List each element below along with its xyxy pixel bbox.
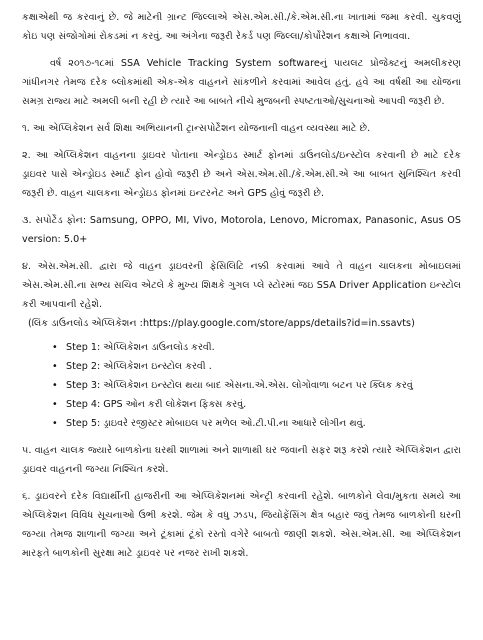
bullet-icon: •	[52, 380, 58, 391]
point-6: ૬. ડ્રાઇવરને દરેક વિદ્યાર્થીની હાજરીની આ એપ્લિકેશનમાં એન્ટ્રી કરવાની રહેશે. બાળકોને લેવા/મુકતા સમયે આ એપ્લિકેશન વિવિધ સૂચનાઓ ઉભી કરશે. જેમ કે વધુ ઝડપ, જિયોફેંસિંગ ક્ષેત્ર બહાર જવું તેમજ બાળકોની ઘરની જગ્યા તેમજ શાળાની જગ્યા અને ટૂંકામાં ટૂંકો રસ્તો વગેરે બાબતો જાણી શકશે. એસ.એમ.સી. આ એપ્લિકેશન મારફતે બાળકોની સુરક્ષા માટે ડ્રાઇવર પર નજર રાખી શકશે.	[22, 491, 461, 559]
point-5: ૫. વાહન ચાલક જ્યારે બાળકોના ઘરથી શાળામાં અને શાળાથી ઘર જવાની સફર શરૂ કરશે ત્યારે એપ્લિકેશન દ્વારા ડ્રાઇવર વાહનની જગ્યા નિશ્ચિત કરશે.	[22, 445, 461, 475]
point-3-supported-phones: ૩. સપોર્ટેડ ફોન: Samsung, OPPO, MI, Vivo, Motorola, Lenovo, Micromax, Panasonic, Asus OS version: 5.0+	[22, 215, 461, 245]
list-item: • Step 1: એપ્લિકેશન ડાઉનલોડ કરવી.	[66, 338, 461, 357]
point-2: ૨. આ એપ્લિકેશન વાહનના ડ્રાઇવર પોતાના એન્ડ્રોઇડ સ્માર્ટ ફોનમાં ડાઉનલોડ/ઇન્સ્ટોલ કરવાની છે માટે દરેક ડ્રાઇવર પાસે એન્ડ્રોઇડ સ્માર્ટ ફોન હોવો જરૂરી છે અને એસ.એમ.સી./કે.એમ.સી.એ આ બાબત સુનિશ્ચિત કરવી જરૂરી છે. વાહન ચાલકના એન્ડ્રોઇડ ફોનમાં ઇન્ટરનેટ અને GPS હોવું જરૂરી છે.	[22, 150, 461, 199]
bullet-icon: •	[52, 361, 58, 372]
bullet-icon: •	[52, 399, 58, 410]
point-4: ૪. એસ.એમ.સી. દ્વારા જે વાહન ડ્રાઇવરની ફેસિલિટિ નક્કી કરવામાં આવે તે વાહન ચાલકના મોબાઇલમાં એસ.એમ.સી.ના સભ્ય સચિવ એટલે કે મુખ્ય શિક્ષકે ગુગલ પ્લે સ્ટોરમાં જઇ SSA Driver Application ઇન્સ્ટોલ કરી આપવાની રહેશે.	[22, 261, 461, 310]
download-link-line[interactable]: (લિંક ડાઉનલોડ એપ્લિકેશન :https://play.google.com/store/apps/details?id=in.ssavts)	[28, 318, 415, 329]
list-item: • Step 5: ડ્રાઇવરે રજીસ્ટર મોબાઇલ પર મળેલ ઓ.ટી.પી.ના આધારે લોગીન થવું.	[66, 414, 461, 433]
paragraph-intro-continuation: કક્ષાએથી જ કરવાનું છે. જે માટેની ગ્રાન્ટ જિલ્લાએ એસ.એમ.સી./કે.એમ.સી.ના ખાતામાં જમા કરવી. ચુકવણું કોઇ પણ સંજોગોમાં રોકડમાં ન કરવું. આ અંગેના જરૂરી રેકર્ડ પણ જિલ્લા/કોર્પોરેશન કક્ષાએ નિભાવવા.	[22, 12, 461, 42]
list-item: • Step 3: એપ્લિકેશન ઇન્સ્ટોલ થયા બાદ એસના.એ.એસ. લોગોવાળા બટન પર ક્લિક કરવું	[66, 376, 461, 395]
point-1: ૧. આ એપ્લિકેશન સર્વ શિક્ષા અભિયાનની ટ્રાન્સપોર્ટેશન યોજનાની વાહન વ્યવસ્થા માટે છે.	[22, 123, 371, 134]
list-item: • Step 4: GPS ઓન કરી લોકેશન ફિક્સ કરવું.	[66, 395, 461, 414]
list-item: • Step 2: એપ્લિકેશન ઇન્સ્ટોલ કરવી .	[66, 357, 461, 376]
bullet-icon: •	[52, 418, 58, 429]
bullet-icon: •	[52, 342, 58, 353]
steps-list	[22, 338, 461, 433]
paragraph-pilot-project: વર્ષ ૨૦૧૭-૧૮માં SSA Vehicle Tracking System softwareનું પાયલટ પ્રોજેક્ટનું અમલીકરણ ગાંધીનગર તેમજ દરેક બ્લોકમાંથી એક-એક વાહનને સાંકળીને કરવામાં આવેલ હતું. હવે આ વર્ષથી આ યોજના સમગ્ર રાજ્ય માટે અમલી બની રહી છે ત્યારે આ બાબતે નીચે મુજબની સ્પષ્ટતાઓ/સુચનાઓ આપવી જરૂરી છે.	[22, 58, 461, 107]
